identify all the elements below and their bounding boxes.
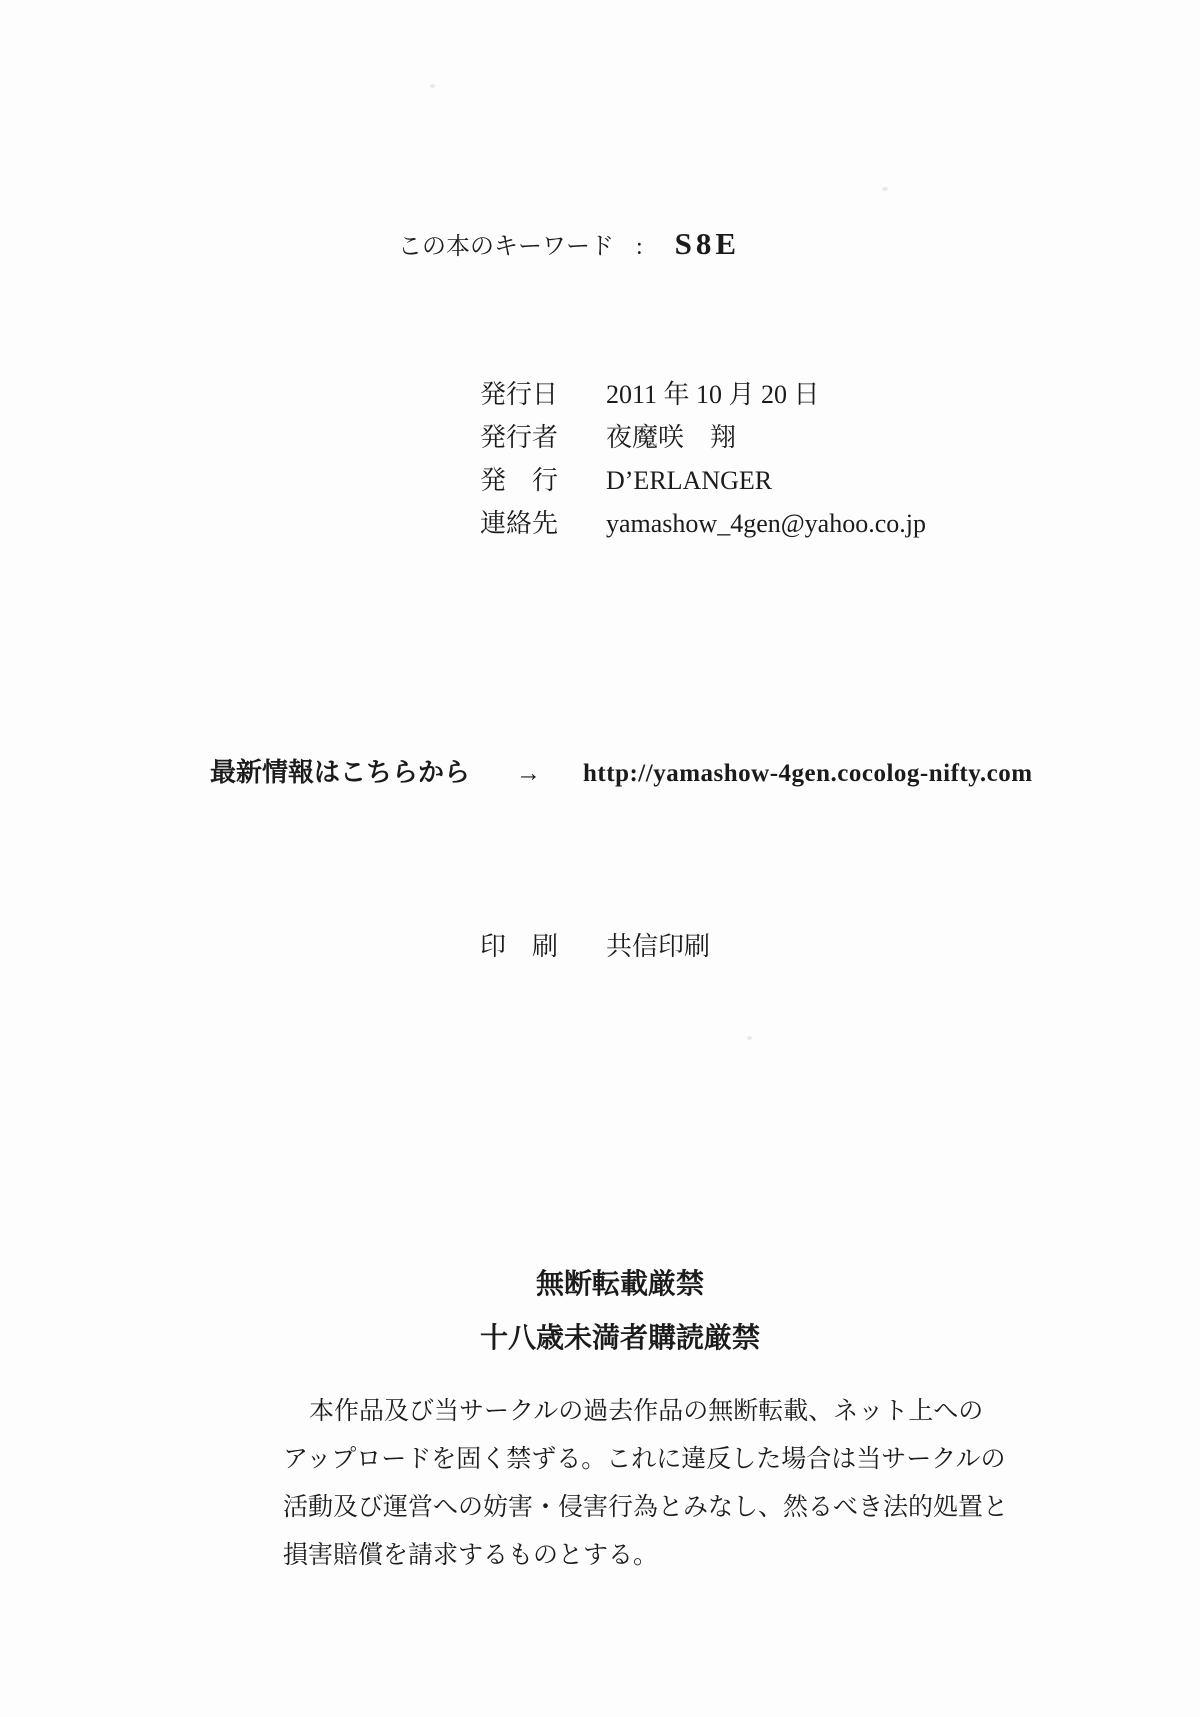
disclaimer-line: 損害賠償を請求するものとする。	[283, 1542, 659, 1569]
circle-label: 発 行	[480, 466, 559, 495]
publisher-person-label: 発行者	[480, 423, 559, 452]
latest-info-label: 最新情報はこちらから	[210, 758, 471, 787]
scan-speck	[747, 1036, 752, 1040]
prohibition-notices	[240, 1262, 1000, 1356]
keyword-line	[398, 226, 740, 262]
printing-row	[480, 926, 710, 963]
scan-speck	[430, 84, 435, 88]
arrow-right-icon: →	[516, 760, 542, 787]
publication-date-label: 発行日	[480, 380, 559, 409]
contact-label: 連絡先	[480, 509, 559, 538]
no-reproduction-notice: 無断転載厳禁	[535, 1269, 704, 1300]
legal-disclaimer	[283, 1388, 1043, 1580]
publication-date-value: 2011 年 10 月 20 日	[606, 380, 820, 409]
printing-company: 共信印刷	[606, 932, 711, 961]
publication-row-circle	[480, 460, 926, 503]
printing-label: 印 刷	[480, 932, 559, 961]
age-restriction-notice: 十八歳未満者購読厳禁	[479, 1323, 760, 1354]
keyword-label: この本のキーワード	[398, 234, 614, 260]
publication-row-contact	[480, 503, 926, 546]
circle-value: D’ERLANGER	[606, 466, 773, 495]
latest-info-url: http://yamashow-4gen.cocolog-nifty.com	[583, 760, 1033, 787]
keyword-separator: :	[636, 234, 643, 260]
publisher-person-value: 夜魔咲 翔	[606, 423, 737, 452]
publication-row-date	[480, 374, 926, 417]
scan-speck	[882, 187, 888, 191]
keyword-value: S8E	[674, 226, 741, 261]
publication-row-publisher-person	[480, 417, 926, 460]
disclaimer-line: 活動及び運営への妨害・侵害行為とみなし、然るべき法的処置と	[283, 1494, 1009, 1521]
publication-info	[480, 374, 926, 546]
disclaimer-line: 本作品及び当サークルの過去作品の無断転載、ネット上への	[309, 1398, 984, 1425]
disclaimer-line: アップロードを固く禁ずる。これに違反した場合は当サークルの	[283, 1446, 1006, 1473]
contact-email: yamashow_4gen@yahoo.co.jp	[606, 509, 926, 538]
latest-info-line	[210, 752, 1033, 789]
